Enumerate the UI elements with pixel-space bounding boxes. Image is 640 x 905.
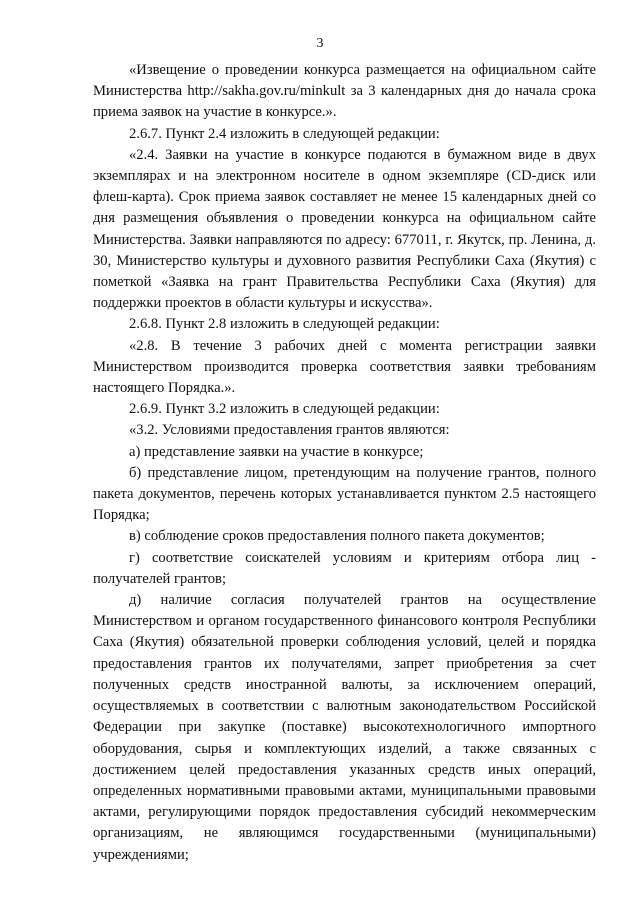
list-item-v: в) соблюдение сроков предоставления полного пакета документов; [129,528,545,545]
paragraph-announcement: «Извещение о проведении конкурса размещается на официальном сайте Министерства http://sakha.gov.ru/minkult за 3 календарных дня до начала срока приема заявок на участие в конкурсе.». [93,62,596,121]
paragraph-amend-2-8: 2.6.8. Пункт 2.8 изложить в следующей редакции: [129,316,440,333]
page-number: 3 [316,36,324,51]
list-item-g: г) соответствие соискателей условиям и критериям отбора лиц - получателей грантов; [93,549,596,587]
paragraph-amend-2-4: 2.6.7. Пункт 2.4 изложить в следующей редакции: [129,125,440,142]
list-item-d: д) наличие согласия получателей грантов на осуществление Министерством и органом государственного финансового контроля Республики Саха (Якутия) обязательной проверки соблюдения условий, целей и порядка предоставления грантов их получателями, запрет приобретения за счет полученных средств иностранной валюты, за исключением операций, осуществляемых в соответствии с валютным законодательством Российской Федерации при закупке (поставке) высокотехнологичного импортного оборудования, сырья и комплектующих изделий, а также связанных с достижением целей предоставления указанных средств иных операций, определенных нормативными правовыми актами, муниципальными правовыми актами, регулирующими порядок предоставления субсидий некоммерческим организациям, не являющимся государственными (муниципальными) учреждениями; [93,592,596,863]
paragraph-clause-3-2: «3.2. Условиями предоставления грантов являются: [129,422,450,439]
list-item-b: б) представление лицом, претендующим на получение грантов, полного пакета документов, перечень которых устанавливается пунктом 2.5 настоящего Порядка; [93,464,596,524]
document-body [93,60,596,866]
paragraph-amend-3-2: 2.6.9. Пункт 3.2 изложить в следующей редакции: [129,401,440,418]
paragraph-clause-2-8: «2.8. В течение 3 рабочих дней с момента регистрации заявки Министерством производится проверка соответствия заявки требованиям настоящего Порядка.». [93,337,596,397]
list-item-a: а) представление заявки на участие в конкурсе; [129,443,424,460]
paragraph-clause-2-4: «2.4. Заявки на участие в конкурсе подаются в бумажном виде в двух экземплярах и на электронном носителе в одном экземпляре (CD-диск или флеш-карта). Срок приема заявок составляет не менее 15 календарных дней со дня размещения объявления о проведении конкурса на официальном сайте Министерства. Заявки направляются по адресу: 677011, г. Якутск, пр. Ленина, д. 30, Министерство культуры и духовного развития Республики Саха (Якутия) с пометкой «Заявка на грант Правительства Республики Саха (Якутия) для поддержки проектов в области культуры и искусства». [93,146,596,312]
